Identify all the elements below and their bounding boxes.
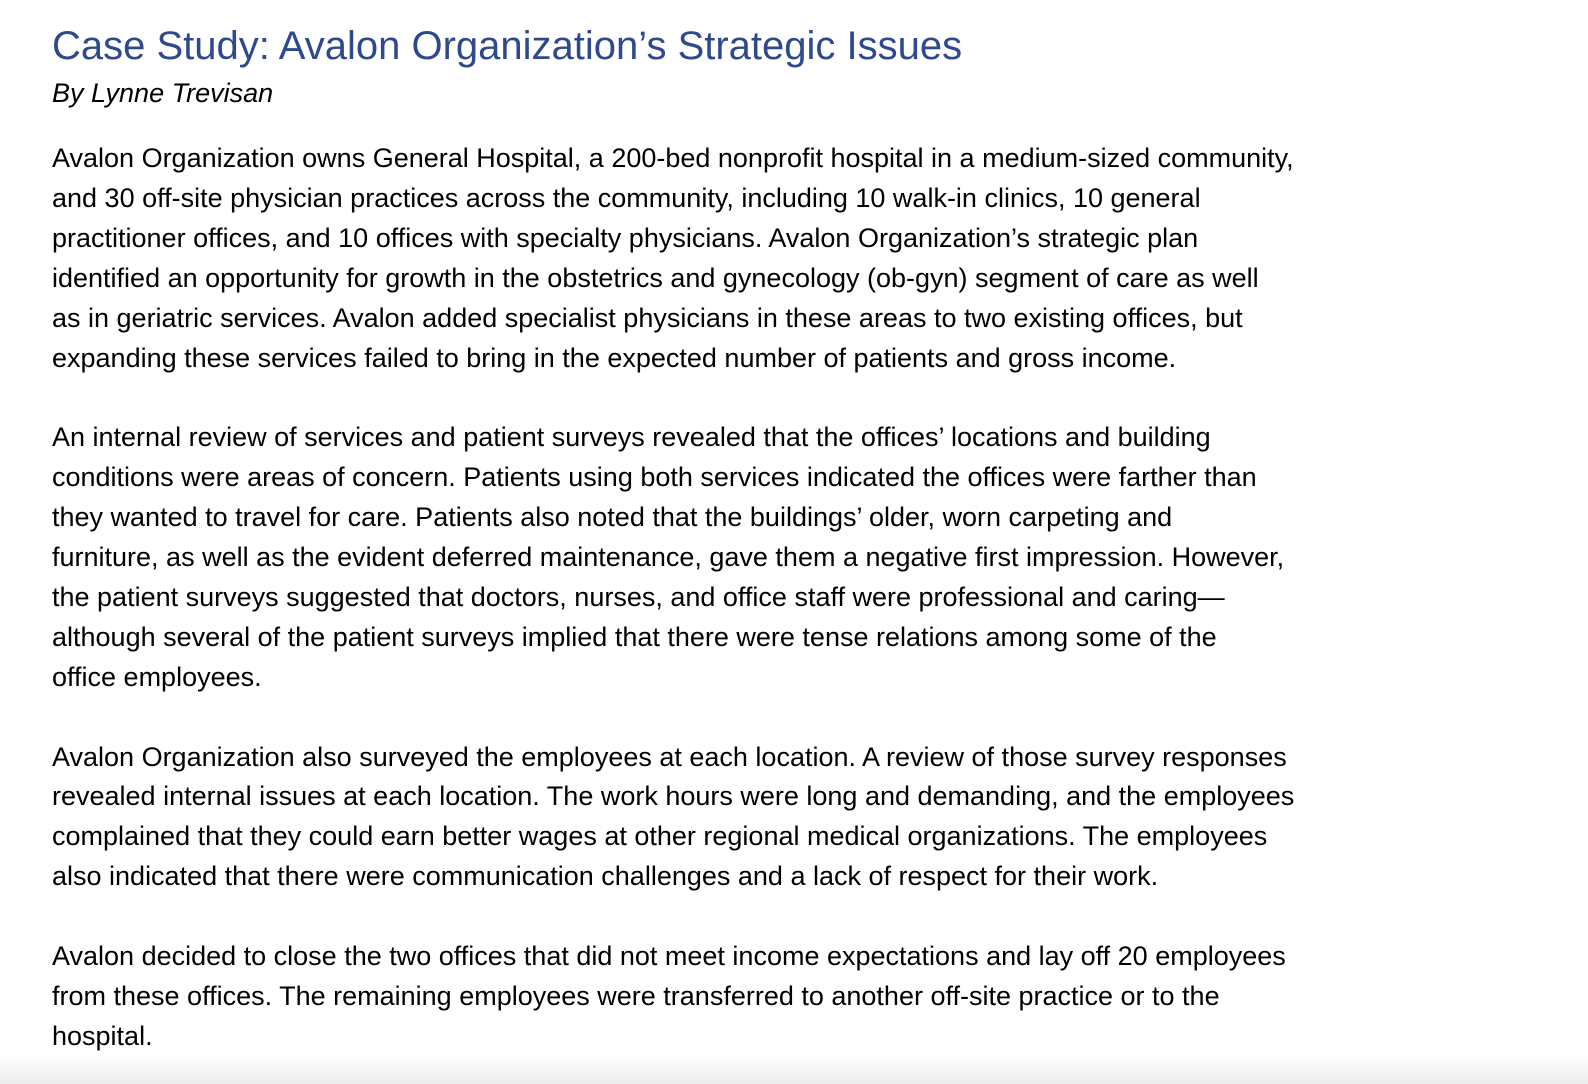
paragraph-line: from these offices. The remaining employees were transferred to another off-site practice or to the: [52, 980, 1220, 1011]
document-title: Case Study: Avalon Organization’s Strategic Issues: [52, 24, 963, 68]
paragraph-line: also indicated that there were communication challenges and a lack of respect for their work.: [52, 861, 1159, 892]
paragraph-spacer: [52, 698, 1452, 738]
paragraph-line: they wanted to travel for care. Patients also noted that the buildings’ older, worn carpeting and: [52, 502, 1173, 533]
page-bottom-shadow: [0, 1054, 1588, 1084]
paragraph-line: office employees.: [52, 661, 262, 692]
paragraph-line: Avalon Organization also surveyed the employees at each location. A review of those survey responses: [52, 741, 1287, 772]
paragraph-line: expanding these services failed to bring in the expected number of patients and gross income.: [52, 342, 1177, 373]
paragraph-line: hospital.: [52, 1020, 153, 1051]
paragraph-line: complained that they could earn better wages at other regional medical organizations. The employees: [52, 821, 1268, 852]
paragraph-3: [52, 738, 1452, 898]
paragraph-line: practitioner offices, and 10 offices with specialty physicians. Avalon Organization’s strategic plan: [52, 222, 1199, 253]
paragraph-line: although several of the patient surveys implied that there were tense relations among some of the: [52, 621, 1217, 652]
paragraph-2: [52, 418, 1452, 697]
paragraph-4: [52, 937, 1452, 1057]
paragraph-line: revealed internal issues at each location. The work hours were long and demanding, and the employees: [52, 781, 1295, 812]
paragraph-line: furniture, as well as the evident deferred maintenance, gave them a negative first impression. However,: [52, 542, 1285, 573]
paragraph-line: the patient surveys suggested that doctors, nurses, and office staff were professional and caring—: [52, 581, 1225, 612]
paragraph-line: Avalon Organization owns General Hospital, a 200-bed nonprofit hospital in a medium-sized community,: [52, 143, 1294, 173]
document-byline: By Lynne Trevisan: [52, 78, 274, 108]
document-content: [52, 18, 1452, 1057]
paragraph-1: [52, 139, 1452, 378]
paragraph-line: identified an opportunity for growth in the obstetrics and gynecology (ob-gyn) segment of care as well: [52, 262, 1259, 293]
paragraph-line: and 30 off-site physician practices across the community, including 10 walk-in clinics, 10 general: [52, 182, 1201, 213]
paragraph-line: Avalon decided to close the two offices that did not meet income expectations and lay off 20 employees: [52, 941, 1286, 972]
paragraph-spacer: [52, 897, 1452, 937]
paragraph-spacer: [52, 378, 1452, 418]
paragraph-line: An internal review of services and patient surveys revealed that the offices’ locations and building: [52, 422, 1211, 453]
paragraph-line: conditions were areas of concern. Patients using both services indicated the offices were farther than: [52, 462, 1257, 493]
paragraph-line: as in geriatric services. Avalon added specialist physicians in these areas to two existing offices, but: [52, 302, 1243, 333]
